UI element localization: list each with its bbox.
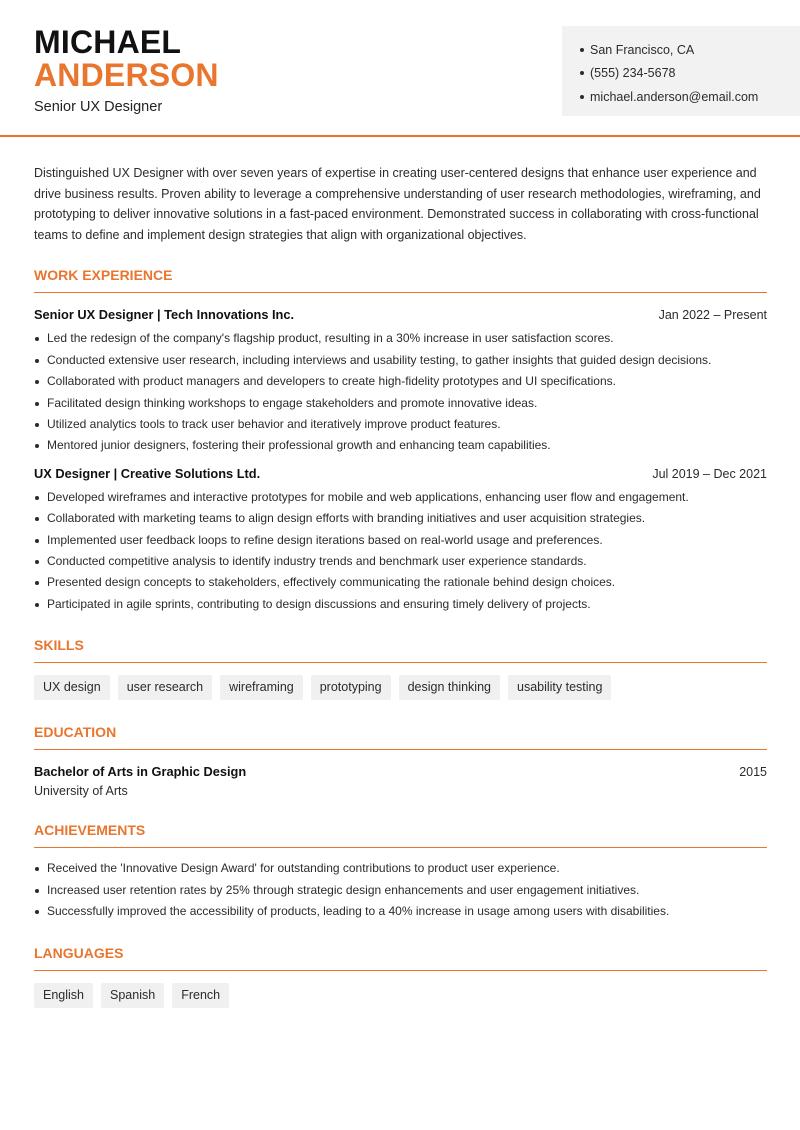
job-entry [34, 307, 767, 456]
language-tag: Spanish [101, 983, 164, 1008]
languages-section [34, 945, 767, 1008]
section-title-languages: LANGUAGES [34, 945, 767, 971]
list-item: Developed wireframes and interactive prototypes for mobile and web applications, enhancing user flow and engagement. [34, 487, 767, 508]
location-text: San Francisco, CA [590, 42, 695, 57]
list-item: Presented design concepts to stakeholders, effectively communicating the rationale behind design choices. [34, 572, 767, 593]
job-bullets [34, 328, 767, 456]
contact-box [562, 26, 800, 116]
last-name: ANDERSON [34, 57, 219, 93]
bullet-icon [580, 71, 584, 75]
list-item: Successfully improved the accessibility of products, leading to a 40% increase in usage among users with disabilities. [34, 901, 767, 922]
skill-tags [34, 675, 767, 700]
graduation-year: 2015 [739, 765, 767, 780]
job-title: Senior UX Designer [34, 99, 163, 115]
section-title-achievements: ACHIEVEMENTS [34, 822, 767, 848]
language-tags [34, 983, 767, 1008]
first-name: MICHAEL [34, 24, 182, 60]
job-dates: Jan 2022 – Present [658, 308, 767, 323]
list-item: Received the 'Innovative Design Award' for outstanding contributions to product user experience. [34, 858, 767, 879]
job-dates: Jul 2019 – Dec 2021 [652, 466, 767, 481]
section-title-skills: SKILLS [34, 637, 767, 663]
resume-header [0, 0, 800, 137]
education-header [34, 764, 767, 779]
bullet-icon [580, 48, 584, 52]
list-item: Participated in agile sprints, contributing to design discussions and ensuring timely delivery of projects. [34, 594, 767, 615]
skills-section [34, 637, 767, 700]
skill-tag: prototyping [311, 675, 391, 700]
degree: Bachelor of Arts in Graphic Design [34, 764, 247, 780]
bullet-icon [580, 95, 584, 99]
list-item: Facilitated design thinking workshops to engage stakeholders and promote innovative ideas. [34, 393, 767, 414]
achievement-list [34, 858, 767, 922]
skill-tag: UX design [34, 675, 110, 700]
job-role: Senior UX Designer | Tech Innovations Inc. [34, 307, 295, 323]
job-entry [34, 466, 767, 615]
email-text[interactable]: michael.anderson@email.com [590, 89, 759, 104]
list-item: Collaborated with product managers and developers to create high-fidelity prototypes and UI specifications. [34, 371, 767, 392]
skill-tag: design thinking [399, 675, 500, 700]
skill-tag: wireframing [220, 675, 303, 700]
resume-body [34, 163, 767, 1008]
job-role: UX Designer | Creative Solutions Ltd. [34, 465, 261, 481]
list-item: Collaborated with marketing teams to align design efforts with branding initiatives and user acquisition strategies. [34, 508, 767, 529]
achievements-section [34, 822, 767, 922]
phone-text: (555) 234-5678 [590, 66, 676, 81]
work-experience-section [34, 267, 767, 615]
job-header [34, 307, 767, 322]
job-header [34, 466, 767, 481]
contact-email[interactable] [580, 85, 800, 109]
section-title-work: WORK EXPERIENCE [34, 267, 767, 293]
list-item: Led the redesign of the company's flagship product, resulting in a 30% increase in user satisfaction scores. [34, 328, 767, 349]
list-item: Utilized analytics tools to track user behavior and iteratively improve product features. [34, 414, 767, 435]
section-title-education: EDUCATION [34, 724, 767, 750]
school-name: University of Arts [34, 784, 128, 799]
list-item: Conducted extensive user research, including interviews and usability testing, to gather insights that guided design decisions. [34, 350, 767, 371]
language-tag: English [34, 983, 93, 1008]
language-tag: French [172, 983, 229, 1008]
list-item: Conducted competitive analysis to identify industry trends and benchmark user experience standards. [34, 551, 767, 572]
contact-location [580, 38, 800, 62]
list-item: Mentored junior designers, fostering their professional growth and enhancing team capabilities. [34, 435, 767, 456]
summary-paragraph: Distinguished UX Designer with over seven years of expertise in creating user-centered designs that enhance user experience and drive business results. Proven ability to leverage a comprehensive understanding of user research methodologies, wireframing, and prototyping to deliver innovative solutions in a fast-paced environment. Demonstrated success in collaborating with cross-functional teams to define and implement design strategies that align with organizational objectives. [34, 166, 761, 242]
list-item: Implemented user feedback loops to refine design iterations based on real-world usage and preferences. [34, 530, 767, 551]
education-section [34, 724, 767, 798]
skill-tag: usability testing [508, 675, 611, 700]
skill-tag: user research [118, 675, 212, 700]
list-item: Increased user retention rates by 25% through strategic design enhancements and user engagement initiatives. [34, 880, 767, 901]
contact-phone [580, 62, 800, 86]
job-bullets [34, 487, 767, 615]
